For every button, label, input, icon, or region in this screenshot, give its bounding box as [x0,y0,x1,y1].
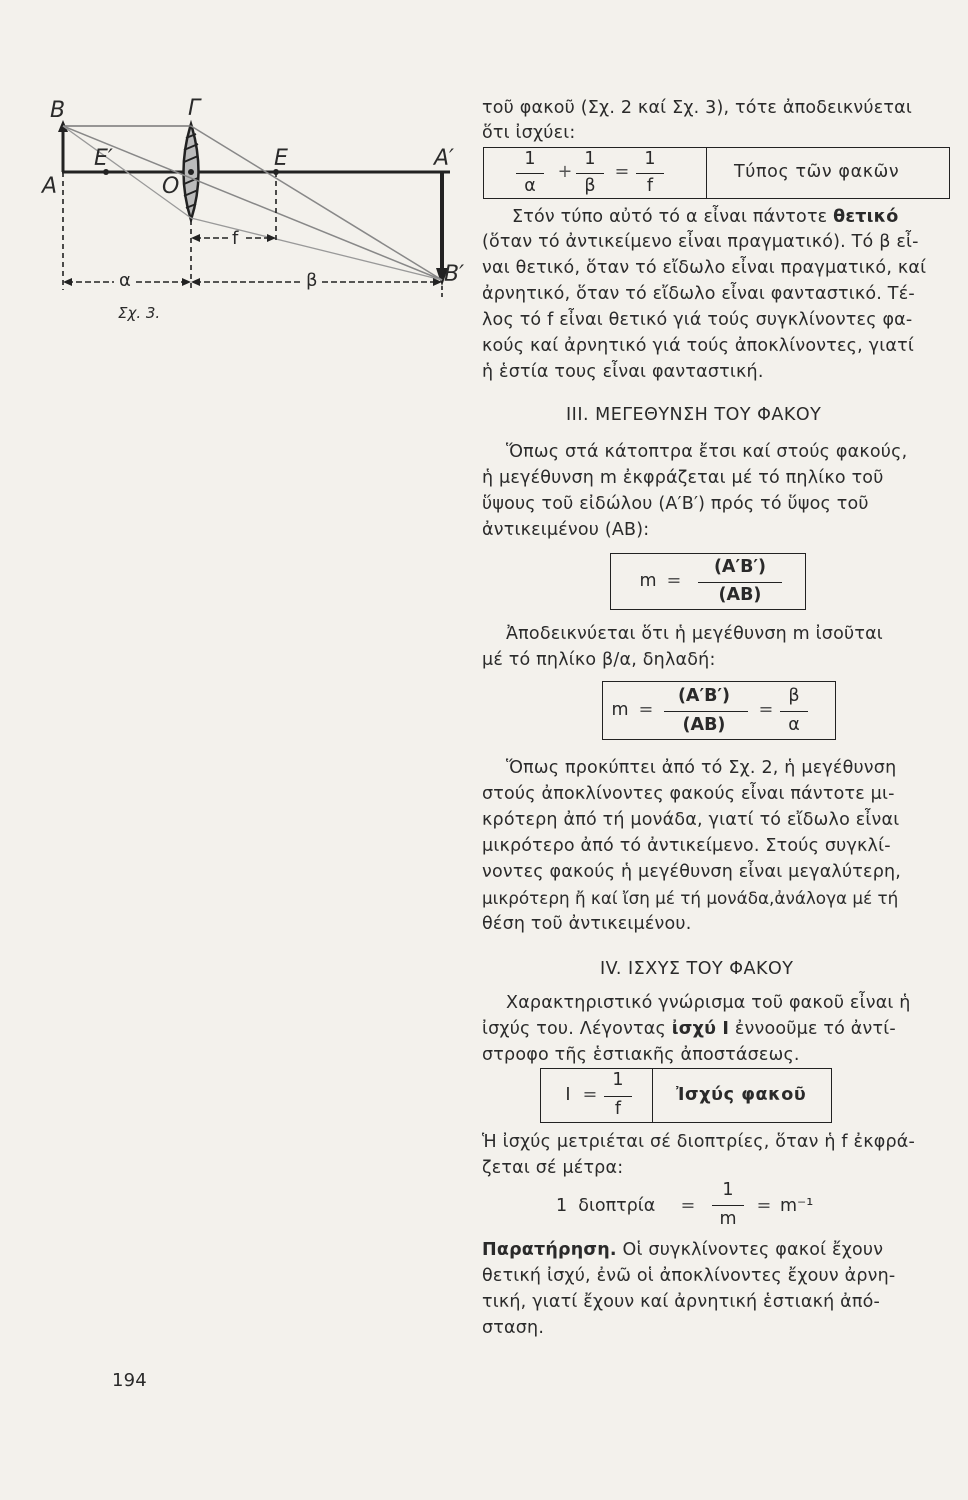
f2-num: (Α′Β′) [713,557,767,577]
figure-caption: Σχ. 3. [118,304,161,322]
f4-num: 1 [612,1070,624,1090]
para2-line-2: μέ τό πηλίκο β/α, δηλαδή: [482,650,716,670]
note-first: Οἱ συγκλίνοντες φακοί ἔχουν [622,1240,884,1260]
f5-eq2: = [756,1196,772,1216]
lens-formula-label: Τύπος τῶν φακῶν [734,162,900,182]
label-E: Ε [274,146,288,171]
label-Bprime: Β′ [444,262,465,287]
label-Aprime: Α′ [434,146,455,171]
f4-lhs: Ι [565,1085,571,1105]
intro-line-1: τοῦ φακοῦ (Σχ. 2 καί Σχ. 3), τότε ἀποδεικνύεται [482,98,912,118]
dim-b: β [306,270,318,291]
label-Eprime: Ε′ [94,146,113,171]
lens-formula-divider [706,147,707,199]
note-line-2: θετική ἰσχύ, ἐνῶ οἱ ἀποκλίνοντες ἔχουν ἀρνη- [482,1266,896,1286]
f3-den1: (ΑΒ) [682,715,726,735]
para1-line-1 [512,205,899,231]
section4-line-2 [482,1017,896,1043]
para3-line-2: στούς ἀποκλίνοντες φακούς εἶναι πάντοτε μι- [482,784,895,804]
f3-num1: (Α′Β′) [677,686,731,706]
f1-d2: β [584,176,596,196]
f4-den: f [614,1099,622,1119]
para1-line-2: (ὅταν τό ἀντικείμενο εἶναι πραγματικό). Τό β εἶ- [482,232,919,252]
ray-refracted [191,126,442,280]
para3-line-6: μικρότερη ἤ καί ἴση μέ τή μονάδα,ἀνάλογα μέ τή [482,888,899,908]
section-4-heading: IV. ΙΣΧΥΣ ΤΟΥ ΦΑΚΟΥ [600,959,794,979]
lens-figure [30,90,470,350]
f5-rhs: m⁻¹ [780,1196,814,1216]
para1-line-1-text: Στόν τύπο αὐτό τό α εἶναι πάντοτε [512,207,828,227]
para1-line-6: κούς καί ἀρνητικό γιά τούς ἀποκλίνοντες, γιατί [482,336,914,356]
section4-line-3: στροφο τῆς ἑστιακῆς ἀποστάσεως. [482,1045,800,1065]
lens-diagram [30,90,470,350]
f1-eq: = [614,162,630,182]
f3-den2: α [788,715,800,735]
para1-line-4: ἀρνητικό, ὅταν τό εἴδωλο εἶναι φανταστικό. Τέ- [482,284,915,304]
f5-den: m [719,1209,737,1229]
f1-n2: 1 [584,149,596,169]
para3-line-5: νοντες φακούς ἡ μεγέθυνση εἶναι μεγαλύτερη, [482,862,902,882]
para4-line-1: Ἡ ἰσχύς μετριέται σέ διοπτρίες, ὅταν ἡ f ἐκφρά- [482,1132,916,1152]
f3-eq2: = [758,700,774,720]
f2-lhs: m [639,571,657,591]
dim-a: α [119,270,131,291]
f3-lhs: m [611,700,629,720]
label-B: B [50,98,66,123]
label-O: O [162,174,180,199]
para4-line-2: ζεται σέ μέτρα: [482,1158,624,1178]
f1-d3: f [646,176,654,196]
ray-center [63,126,442,280]
intro-line-2: ὅτι ἰσχύει: [482,123,576,143]
lens-center [188,169,194,175]
f2-den: (ΑΒ) [718,585,762,605]
section-3-heading: III. ΜΕΓΕΘΥΝΣΗ ΤΟΥ ΦΑΚΟΥ [566,405,822,425]
f5-eq: = [680,1196,696,1216]
para3-line-7: θέση τοῦ ἀντικειμένου. [482,914,692,934]
page-number: 194 [112,1370,147,1391]
f2-eq: = [666,571,682,591]
f3-eq1: = [638,700,654,720]
f1-n1: 1 [524,149,536,169]
para1-line-3: ναι θετικό, ὅταν τό εἴδωλο εἶναι πραγματικό, καί [482,258,927,278]
note-label: Παρατήρηση. [482,1240,617,1260]
para3-line-1: Ὅπως προκύπτει ἀπό τό Σχ. 2, ἡ μεγέθυνση [506,758,897,778]
section4-line-1: Χαρακτηριστικό γνώρισμα τοῦ φακοῦ εἶναι ἡ [506,993,911,1013]
power-formula-divider [652,1068,653,1123]
para1-line-7: ἡ ἑστία τους εἶναι φανταστική. [482,362,764,382]
para2-line-1: Ἀποδεικνύεται ὅτι ἡ μεγέθυνση m ἰσοῦται [506,624,883,644]
section4-bold: ἰσχύ Ι [671,1019,730,1039]
power-formula-label: Ἰσχύς φακοῦ [676,1085,807,1105]
note-line-4: σταση. [482,1318,545,1338]
section3-line-4: ἀντικειμένου (ΑΒ): [482,520,650,540]
dim-f: f [232,228,239,249]
note-line-1 [482,1238,883,1264]
para1-line-5: λος τό f εἶναι θετικό γιά τούς συγκλίνοντες φα- [482,310,913,330]
f1-plus: + [557,162,573,182]
section4-line-2-post: ἐννοοῦμε τό ἀντί- [734,1019,896,1039]
f1-n3: 1 [644,149,656,169]
section3-line-3: ὕψους τοῦ εἰδώλου (Α′Β′) πρός τό ὕψος τοῦ [482,494,869,514]
section3-line-2: ἡ μεγέθυνση m ἐκφράζεται μέ τό πηλίκο τοῦ [482,468,884,488]
f4-eq: = [582,1085,598,1105]
f3-num2: β [788,686,800,706]
para3-line-3: κρότερη ἀπό τή μονάδα, γιατί τό εἴδωλο εἶναι [482,810,900,830]
para1-bold-word: θετικό [833,207,899,227]
section4-line-2-pre: ἰσχύς του. Λέγοντας [482,1019,666,1039]
label-G: Γ [188,96,201,121]
f5-lhs: 1 διοπτρία [556,1196,656,1216]
label-A: Α [42,174,58,199]
f5-num: 1 [722,1180,734,1200]
para3-line-4: μικρότερο ἀπό τό ἀντικείμενο. Στούς συγκλί- [482,836,891,856]
section3-line-1: Ὅπως στά κάτοπτρα ἔτσι καί στούς φακούς, [506,442,908,462]
note-line-3: τική, γιατί ἔχουν καί ἀρνητική ἑστιακή ἀπό- [482,1292,881,1312]
f1-d1: α [524,176,536,196]
